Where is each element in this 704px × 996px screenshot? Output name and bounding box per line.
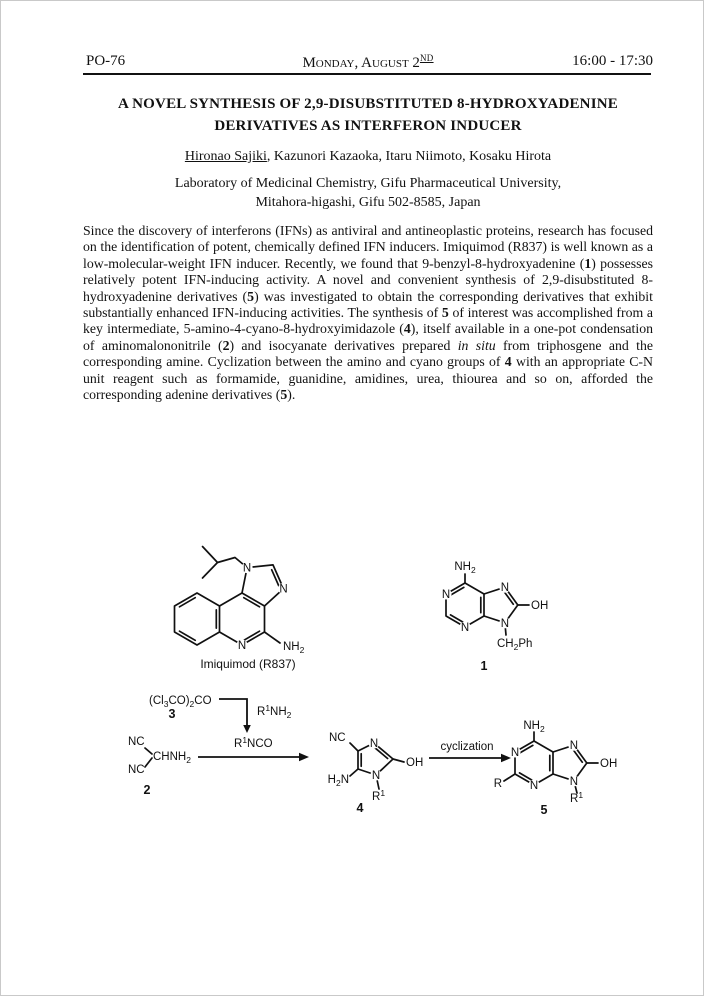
coauthors: , Kazunori Kazaoka, Itaru Niimoto, Kosaku Hirota <box>266 149 552 164</box>
atom-label-n1: N <box>371 770 381 782</box>
atom-label-n7: N <box>500 582 510 595</box>
abstract-segment: ). <box>287 387 296 403</box>
compound-ref: 5 <box>247 288 255 304</box>
amine-reagent-label: $R^1NH_2$ <box>257 703 292 720</box>
compound-ref: 1 <box>584 255 592 271</box>
imiquimod-structure <box>175 547 305 672</box>
amine-bond <box>265 632 281 643</box>
abstract-segment: ) and isocyanate derivatives prepared <box>229 337 458 353</box>
atom-label-n1: N <box>441 589 451 601</box>
cyclization-label: cyclization <box>440 741 494 753</box>
compound-3-label: 3 <box>168 707 176 721</box>
benzene-ring <box>175 593 220 645</box>
compound-4-label: 4 <box>356 801 364 815</box>
atom-label-n3: N <box>369 738 379 750</box>
compound-2-label: 2 <box>143 783 151 797</box>
atom-label-h2n: $H_2N$ <box>327 774 349 788</box>
atom-label-n9: N <box>500 617 510 630</box>
abstract-segment: from triphosgene and the corresponding amine. Cyclization between the amino and cyano groups of <box>83 337 653 370</box>
reaction-arrowhead <box>299 753 309 761</box>
atom-label-nh2: $NH_2$ <box>523 720 545 734</box>
atom-label-n5: N <box>237 640 247 652</box>
affiliation-line1: Laboratory of Medicinal Chemistry, Gifu Pharmaceutical University, <box>174 176 562 191</box>
abstract-segment: Since the discovery of interferons (IFNs) as antiviral and antineoplastic proteins, research has focused on the identification of potent, chemically defined IFN inducers. Imiquimod (R837) is well known as a low-molecular-weight IFN inducer. Recently, we found that 9-benzyl-8-hydroxyadenine ( <box>83 223 653 271</box>
session-day-text: Monday, August 2 <box>302 55 420 71</box>
chemical-scheme-figure <box>1 1 704 996</box>
atom-label-oh: OH <box>531 600 549 612</box>
atom-label-n1: N <box>510 747 520 759</box>
abstract-segment: ), itself available in a one-pot condensation of aminomalononitrile ( <box>83 321 653 353</box>
atom-label-oh: OH <box>600 758 618 770</box>
compound-1-label: 1 <box>480 659 488 673</box>
isobutyl-chain <box>203 547 248 579</box>
atom-label-nc-bottom: NC <box>128 764 145 776</box>
abstract-segment: ) was investigated to obtain the corresponding derivatives that exhibit substantially enhanced IFN-inducing activities. The synthesis of <box>83 288 653 321</box>
atom-label-nc-top: NC <box>128 736 145 748</box>
paper-title-line1: A NOVEL SYNTHESIS OF 2,9-DISUBSTITUTED 8-HYDROXYADENINE <box>117 96 618 112</box>
compound-2-structure <box>128 736 191 797</box>
triphosgene-label: $(Cl_3CO)_2CO$ <box>149 695 212 709</box>
compound-5-label: 5 <box>540 803 548 817</box>
latin-phrase: in situ <box>457 337 496 353</box>
paper-title-line2: DERIVATIVES AS INTERFERON INDUCER <box>214 117 522 134</box>
abstract-segment: ) possesses relatively potent IFN-inducing activity. A novel and convenient synthesis of 2,9-disubstituted 8-hydroxyadenine derivatives ( <box>83 255 654 304</box>
affiliation-line2: Mitahora-higashi, Gifu 502-8585, Japan <box>255 194 481 210</box>
presenting-author: Hironao Sajiki <box>184 149 267 164</box>
atom-label-n7: N <box>569 740 579 753</box>
atom-label-chnh2: $CHNH_2$ <box>153 751 191 765</box>
session-time: 16:00 - 17:30 <box>572 53 653 69</box>
session-code: PO-76 <box>86 53 126 69</box>
atom-label-nh2: $NH_2$ <box>454 561 476 575</box>
atom-label-cyano: NC <box>329 732 346 744</box>
compound-1-structure <box>441 561 549 673</box>
compound-ref: 2 <box>222 337 230 353</box>
compound-ref: 4 <box>403 321 411 337</box>
pyrimidine-ring <box>446 583 484 627</box>
abstract-segment: of interest was accomplished from a key intermediate, 5-amino-4-cyano-8-hydroxyimidazole ( <box>83 305 653 337</box>
compound-ref: 5 <box>280 387 288 403</box>
session-day-ordinal: ND <box>419 53 434 63</box>
reagent-arrow-line <box>219 699 247 727</box>
atom-label-r1: $R^1$ <box>372 788 386 803</box>
abstract-segment: with an appropriate C-N unit reagent such as formamide, guanidine, amidines, urea, thiourea and so on, afforded the corresponding adenine derivatives ( <box>83 354 653 403</box>
atom-label-n3: N <box>460 622 470 634</box>
atom-label-n1: N <box>242 562 252 575</box>
atom-label-n3: N <box>529 780 539 792</box>
pyrimidine-ring <box>515 741 553 785</box>
atom-label-benzyl: $CH_2Ph$ <box>497 638 533 652</box>
reagent-arrowhead <box>243 725 251 733</box>
atom-label-n9: N <box>569 775 579 788</box>
compound-ref: 5 <box>441 305 449 321</box>
compound-ref: 4 <box>504 354 512 370</box>
atom-label-r: R <box>493 778 502 790</box>
substituent-bonds <box>504 732 598 793</box>
reaction-scheme <box>128 695 617 817</box>
cyclization-arrowhead <box>501 754 511 762</box>
imiquimod-caption: Imiquimod (R837) <box>200 657 296 671</box>
compound-4-structure <box>328 732 424 815</box>
compound-5-structure <box>494 720 618 817</box>
substituent-bonds <box>465 574 529 635</box>
atom-label-r1: $R^1$ <box>570 790 584 805</box>
bond-lines <box>145 748 152 767</box>
isocyanate-label: $R^1NCO$ <box>234 735 273 750</box>
pyridine-ring <box>220 593 265 645</box>
atom-label-n3: N <box>279 583 288 596</box>
atom-label-oh: OH <box>406 757 424 769</box>
atom-label-nh2: $NH_2$ <box>283 641 305 655</box>
